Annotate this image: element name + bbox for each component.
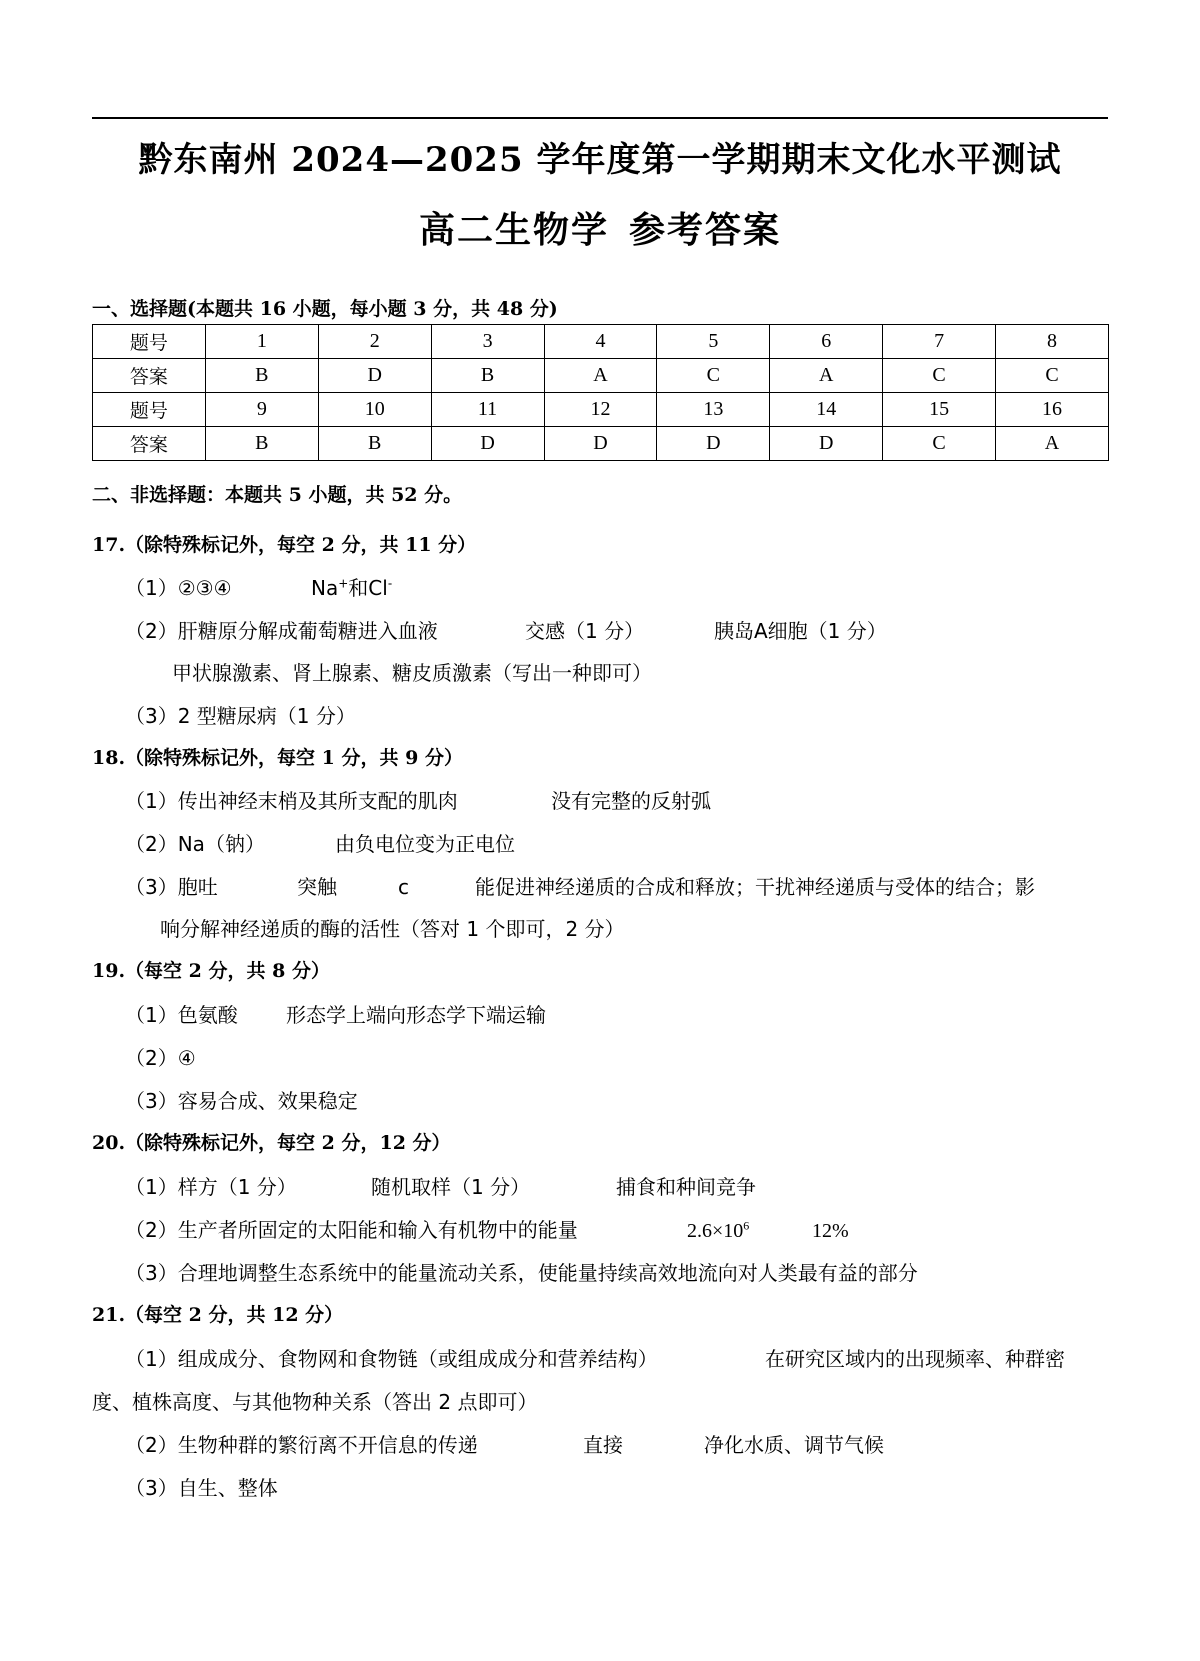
- subtitle-answer-key: 参考答案: [629, 209, 782, 251]
- q17-answer: （1）②③④: [125, 576, 232, 600]
- answer-cell: D: [318, 359, 431, 393]
- q18-line-4: 响分解神经递质的酶的活性（答对 1 个即可，2 分）: [160, 917, 625, 941]
- table-row: [93, 325, 1109, 359]
- q21-answer: （2）生物种群的繁衍离不开信息的传递: [125, 1433, 478, 1457]
- q20-line-1: [125, 1171, 756, 1200]
- answer-cell: C: [657, 359, 770, 393]
- q18-answer: （1）传出神经末梢及其所支配的肌肉: [125, 789, 458, 813]
- q19-line-3: （3）容易合成、效果稳定: [125, 1089, 358, 1113]
- question-number: 16: [996, 393, 1109, 427]
- question-number: 1: [205, 325, 318, 359]
- q18-answer: 能促进神经递质的合成和释放；干扰神经递质与受体的结合；影: [475, 875, 1035, 899]
- q20-heading: 20.（除特殊标记外，每空 2 分，12 分）: [92, 1132, 451, 1154]
- q17-line-3: 甲状腺激素、肾上腺素、糖皮质激素（写出一种即可）: [172, 661, 652, 685]
- q21-answer: 净化水质、调节气候: [704, 1433, 884, 1457]
- question-number: 6: [770, 325, 883, 359]
- question-number: 13: [657, 393, 770, 427]
- q18-line-1: [125, 785, 711, 814]
- q17-line-1: [125, 572, 392, 601]
- q20-answer: 12%: [812, 1220, 849, 1242]
- q18-answer: 由负电位变为正电位: [335, 832, 515, 856]
- q17-ions: Na+和Cl-: [311, 576, 393, 600]
- answer-cell: B: [205, 427, 318, 461]
- q19-answer: （1）色氨酸: [125, 1003, 238, 1027]
- q21-heading: 21.（每空 2 分，共 12 分）: [92, 1304, 344, 1326]
- answer-cell: A: [996, 427, 1109, 461]
- q17-answer: 胰岛A细胞（1 分）: [714, 619, 887, 643]
- question-number: 14: [770, 393, 883, 427]
- row-label: 题号: [93, 393, 206, 427]
- answer-cell: A: [544, 359, 657, 393]
- row-label: 答案: [93, 359, 206, 393]
- question-number: 15: [883, 393, 996, 427]
- table-row: [93, 393, 1109, 427]
- table-row: [93, 427, 1109, 461]
- q17-line-2: [125, 615, 887, 644]
- answer-cell: C: [883, 359, 996, 393]
- q17-heading: 17.（除特殊标记外，每空 2 分，共 11 分）: [92, 534, 477, 556]
- answer-cell: D: [770, 427, 883, 461]
- q20-answer: 随机取样（1 分）: [371, 1175, 531, 1199]
- answer-cell: D: [657, 427, 770, 461]
- q21-line-1: [125, 1343, 1065, 1372]
- q21-answer: 直接: [583, 1433, 623, 1457]
- q17-answer: 交感（1 分）: [525, 619, 645, 643]
- answer-cell: B: [318, 427, 431, 461]
- answer-cell: B: [431, 359, 544, 393]
- question-number: 3: [431, 325, 544, 359]
- q20-line-3: （3）合理地调整生态系统中的能量流动关系，使能量持续高效地流向对人类最有益的部分: [125, 1261, 918, 1285]
- q20-line-2: [125, 1214, 849, 1243]
- section1-heading: 一、选择题(本题共 16 小题，每小题 3 分，共 48 分): [92, 298, 558, 320]
- q18-line-2: [125, 828, 515, 857]
- answer-cell: D: [431, 427, 544, 461]
- q17-line-4: （3）2 型糖尿病（1 分）: [125, 704, 356, 728]
- q17-answer: （2）肝糖原分解成葡萄糖进入血液: [125, 619, 438, 643]
- q21-line-4: （3）自生、整体: [125, 1476, 278, 1500]
- row-label: 题号: [93, 325, 206, 359]
- subtitle-subject: 高二生物学: [418, 209, 609, 251]
- question-number: 11: [431, 393, 544, 427]
- question-number: 9: [205, 393, 318, 427]
- answer-cell: B: [205, 359, 318, 393]
- q21-answer: 在研究区域内的出现频率、种群密: [765, 1347, 1065, 1371]
- q19-line-2: （2）④: [125, 1046, 196, 1070]
- question-number: 10: [318, 393, 431, 427]
- q18-answer: （3）胞吐: [125, 875, 218, 899]
- table-row: [93, 359, 1109, 393]
- document-subtitle: [0, 202, 1200, 253]
- document-title: 黔东南州 2024—2025 学年度第一学期期末文化水平测试: [138, 140, 1062, 180]
- answer-cell: C: [996, 359, 1109, 393]
- answer-cell: A: [770, 359, 883, 393]
- q18-answer: （2）Na（钠）: [125, 832, 265, 856]
- q18-heading: 18.（除特殊标记外，每空 1 分，共 9 分）: [92, 747, 463, 769]
- q19-line-1: [125, 999, 546, 1028]
- question-number: 4: [544, 325, 657, 359]
- q20-answer: （2）生产者所固定的太阳能和输入有机物中的能量: [125, 1218, 578, 1242]
- choice-answer-table: [92, 324, 1109, 461]
- question-number: 5: [657, 325, 770, 359]
- q21-answer: （1）组成成分、食物网和食物链（或组成成分和营养结构）: [125, 1347, 658, 1371]
- question-number: 8: [996, 325, 1109, 359]
- q21-line-3: [125, 1429, 884, 1458]
- q19-heading: 19.（每空 2 分，共 8 分）: [92, 960, 330, 982]
- q18-answer: c: [398, 875, 409, 899]
- answer-cell: D: [544, 427, 657, 461]
- q21-line-2: 度、植株高度、与其他物种关系（答出 2 点即可）: [92, 1390, 538, 1414]
- answer-cell: C: [883, 427, 996, 461]
- q20-answer: （1）样方（1 分）: [125, 1175, 297, 1199]
- question-number: 12: [544, 393, 657, 427]
- q18-answer: 突触: [297, 875, 337, 899]
- question-number: 2: [318, 325, 431, 359]
- q18-answer: 没有完整的反射弧: [551, 789, 711, 813]
- q19-answer: 形态学上端向形态学下端运输: [286, 1003, 546, 1027]
- q20-answer: 捕食和种间竞争: [616, 1175, 756, 1199]
- q18-line-3: [125, 871, 1035, 900]
- row-label: 答案: [93, 427, 206, 461]
- question-number: 7: [883, 325, 996, 359]
- section2-heading: 二、非选择题：本题共 5 小题，共 52 分。: [92, 484, 463, 506]
- q20-energy-value: $2.6\times 10^6$: [687, 1218, 750, 1242]
- top-rule: [92, 117, 1108, 119]
